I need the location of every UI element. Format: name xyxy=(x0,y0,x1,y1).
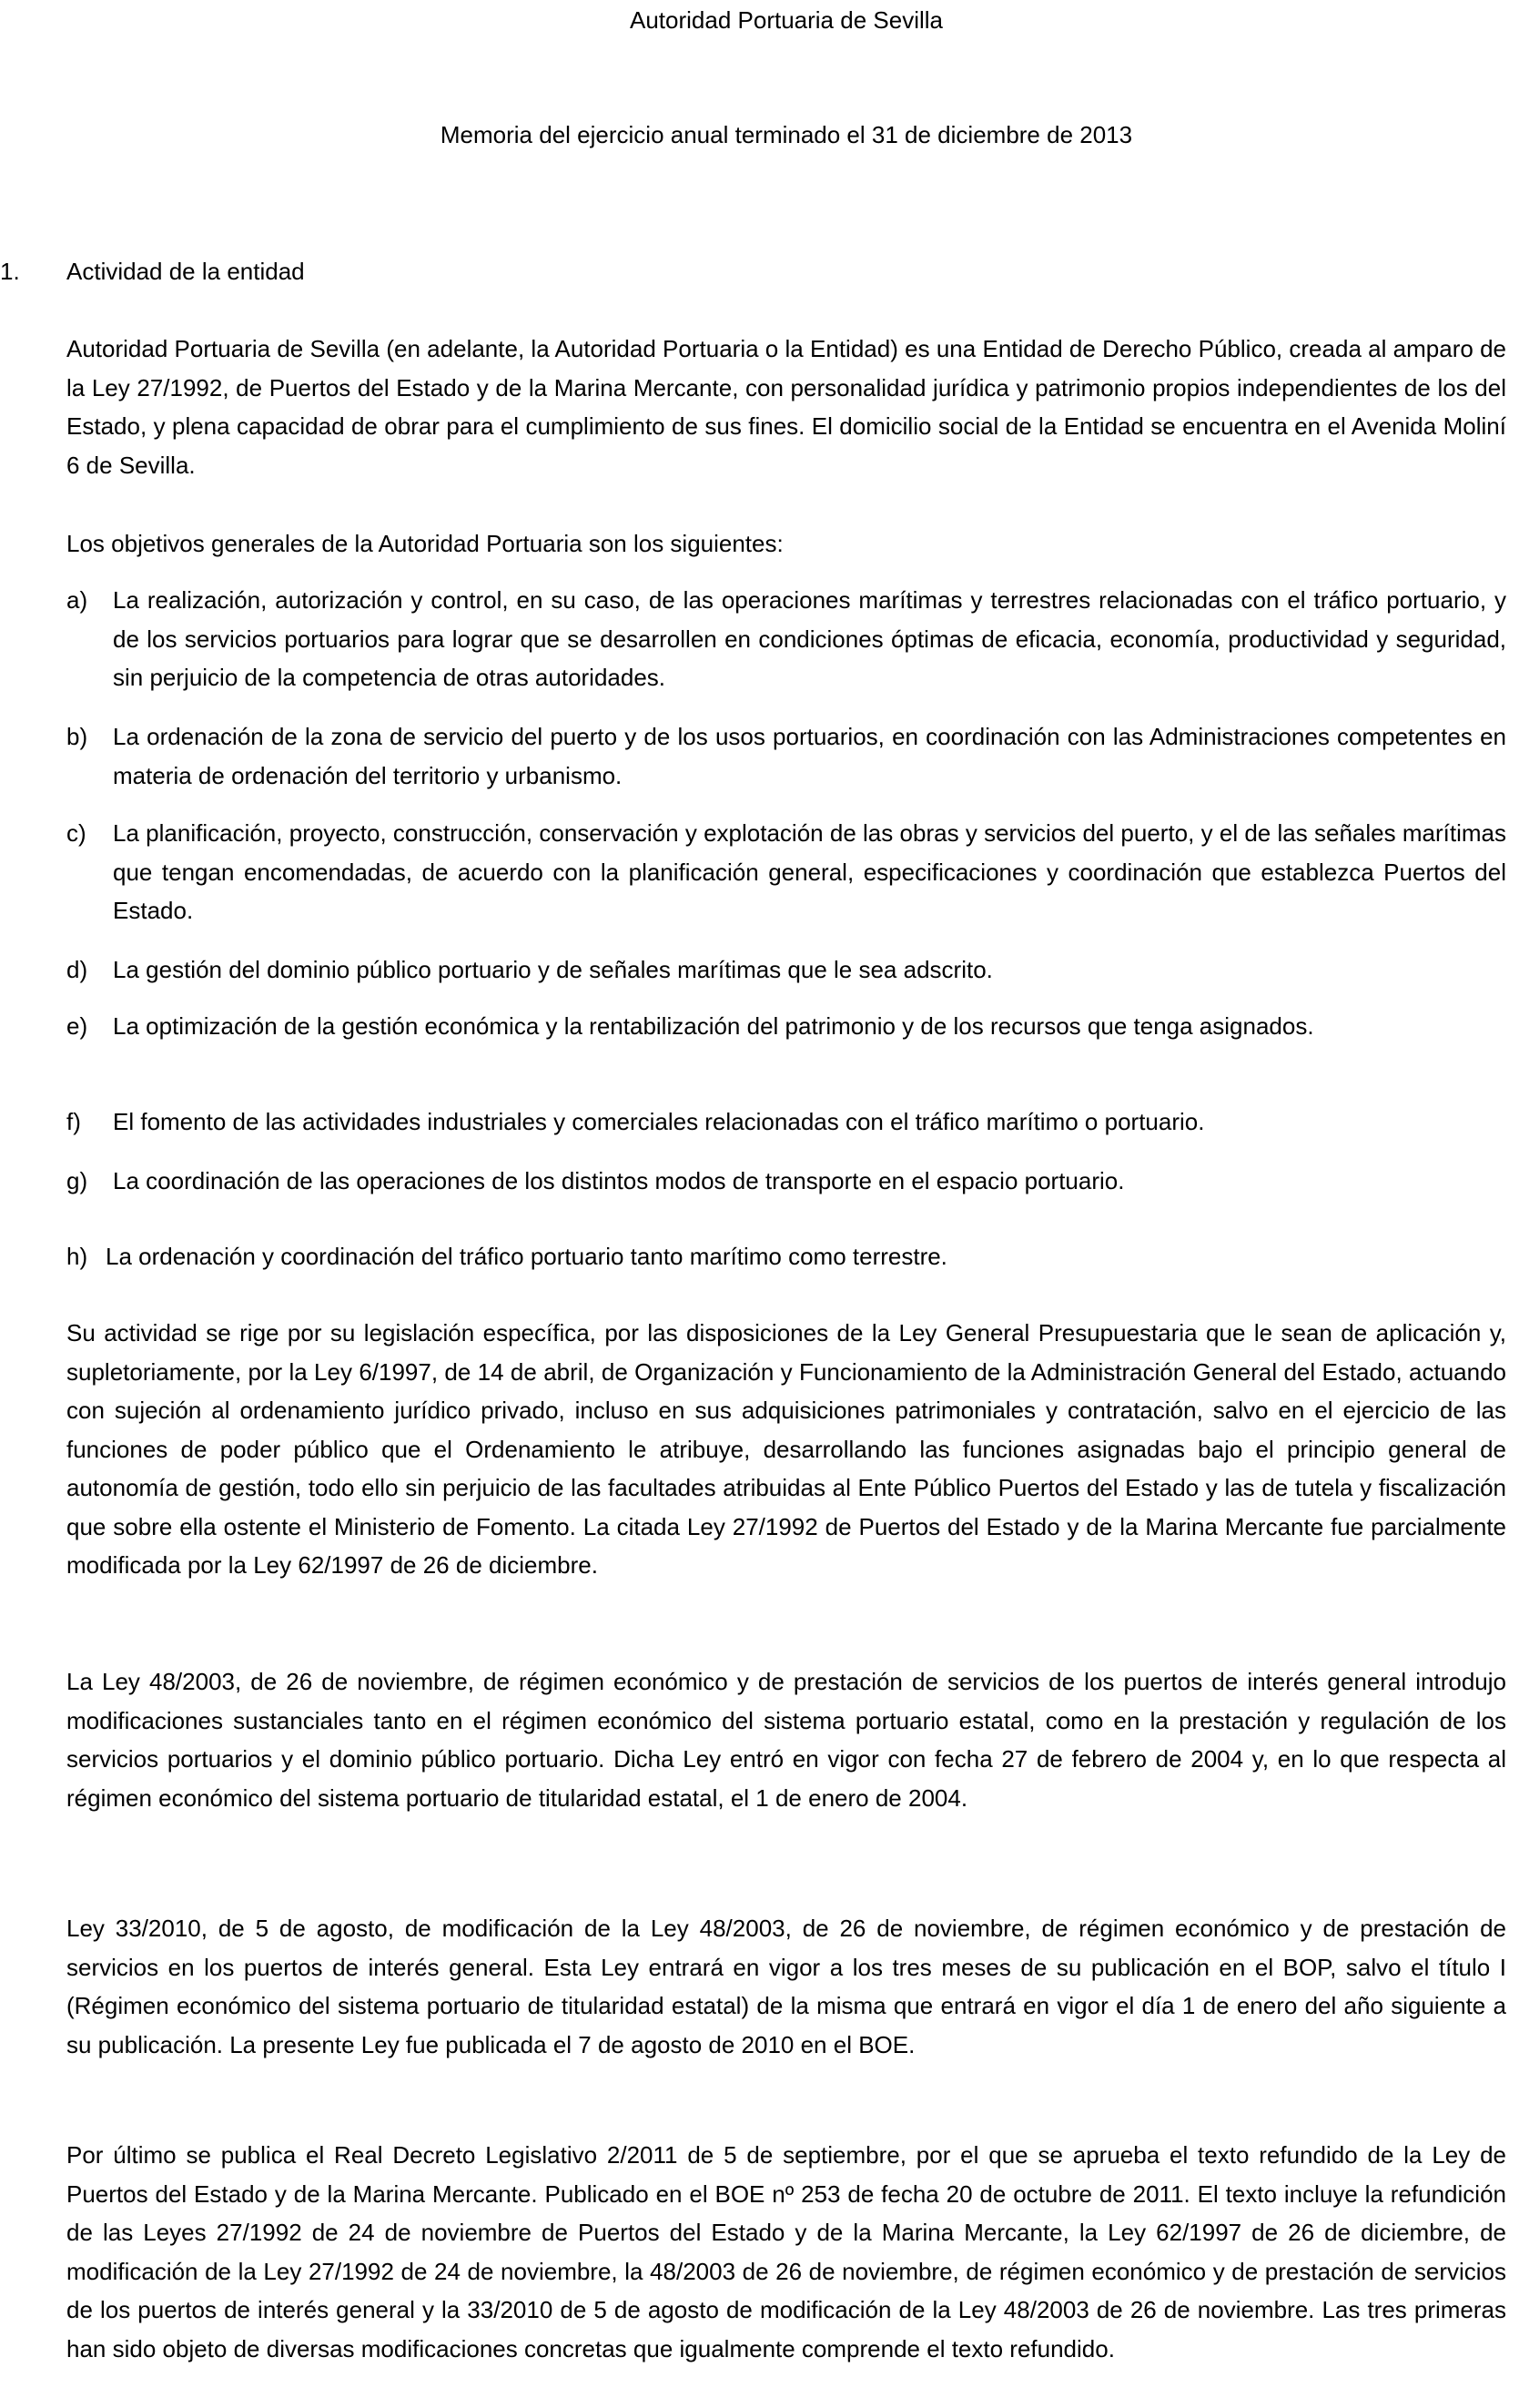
intro-paragraph: Autoridad Portuaria de Sevilla (en adelante, la Autoridad Portuaria o la Entidad) es una Entidad de Derecho Público, creada al amparo de la Ley 27/1992, de Puertos del Estado y de la Marina Mercante, con personalidad jurídica y patrimonio propios independientes de los del Estado, y plena capacidad de obrar para el cumplimiento de sus fines. El domicilio social de la Entidad se encuentra en el Avenida Moliní 6 de Sevilla. xyxy=(66,335,1506,479)
section-title: Actividad de la entidad xyxy=(66,258,305,285)
list-item xyxy=(66,1162,1506,1201)
list-item xyxy=(66,814,1506,930)
section-heading xyxy=(0,255,305,288)
list-item-letter: a) xyxy=(66,586,88,614)
list-item xyxy=(66,1007,1506,1046)
list-item xyxy=(66,1102,1506,1142)
list-item xyxy=(66,717,1506,795)
list-item-text: La ordenación de la zona de servicio del puerto y de los usos portuarios, en coordinación con las Administraciones competentes en materia de ordenación del territorio y urbanismo. xyxy=(113,723,1506,789)
list-item-letter: b) xyxy=(66,723,88,750)
list-item-letter: f) xyxy=(66,1108,81,1135)
list-item-letter: c) xyxy=(66,819,86,847)
objectives-lead: Los objetivos generales de la Autoridad Portuaria son los siguientes: xyxy=(66,530,784,557)
list-item-letter: g) xyxy=(66,1167,88,1194)
list-item-letter: d) xyxy=(66,956,88,983)
list-item xyxy=(66,1237,1506,1276)
list-item-text: La gestión del dominio público portuario y de señales marítimas que le sea adscrito. xyxy=(113,956,993,983)
document-subtitle: Memoria del ejercicio anual terminado el 31 de diciembre de 2013 xyxy=(440,121,1133,148)
document-title: Autoridad Portuaria de Sevilla xyxy=(630,6,943,34)
list-item-text: La planificación, proyecto, construcción, conservación y explotación de las obras y servicios del puerto, y el de las señales marítimas que tengan encomendadas, de acuerdo con la planificación general, especificaciones y coordinación que establezca Puertos del Estado. xyxy=(113,819,1506,924)
real-decreto-paragraph: Por último se publica el Real Decreto Legislativo 2/2011 de 5 de septiembre, por el que se aprueba el texto refundido de la Ley de Puertos del Estado y de la Marina Mercante. Publicado en el BOE nº 253 de fecha 20 de octubre de 2011. El texto incluye la refundición de las Leyes 27/1992 de 24 de noviembre de Puertos del Estado y de la Marina Mercante, la Ley 62/1997 de 26 de diciembre, de modificación de la Ley 27/1992 de 24 de noviembre, la 48/2003 de 26 de noviembre, de régimen económico y de prestación de servicios de los puertos de interés general y la 33/2010 de 5 de agosto de modificación de la Ley 48/2003 de 26 de noviembre. Las tres primeras han sido objeto de diversas modificaciones concretas que igualmente comprende el texto refundido. xyxy=(66,2141,1506,2362)
list-item-text: La realización, autorización y control, en su caso, de las operaciones marítimas y terrestres relacionadas con el tráfico portuario, y de los servicios portuarios para lograr que se desarrollen en condiciones óptimas de eficacia, economía, productividad y seguridad, sin perjuicio de la competencia de otras autoridades. xyxy=(113,586,1506,691)
list-item-letter: h) xyxy=(66,1243,88,1270)
section-number: 1. xyxy=(0,258,20,285)
list-item-text: La ordenación y coordinación del tráfico portuario tanto marítimo como terrestre. xyxy=(106,1243,947,1270)
list-item-letter: e) xyxy=(66,1012,88,1040)
ley-48-2003-paragraph: La Ley 48/2003, de 26 de noviembre, de régimen económico y de prestación de servicios de los puertos de interés general introdujo modificaciones sustanciales tanto en el régimen económico del sistema portuario estatal, como en la prestación y regulación de los servicios portuarios y el dominio público portuario. Dicha Ley entró en vigor con fecha 27 de febrero de 2004 y, en lo que respecta al régimen económico del sistema portuario de titularidad estatal, el 1 de enero de 2004. xyxy=(66,1668,1506,1812)
list-item xyxy=(66,581,1506,697)
list-item-text: El fomento de las actividades industriales y comerciales relacionadas con el tráfico marítimo o portuario. xyxy=(113,1108,1205,1135)
ley-33-2010-paragraph: Ley 33/2010, de 5 de agosto, de modificación de la Ley 48/2003, de 26 de noviembre, de régimen económico y de prestación de servicios en los puertos de interés general. Esta Ley entrará en vigor a los tres meses de su publicación en el BOP, salvo el título I (Régimen económico del sistema portuario de titularidad estatal) de la misma que entrará en vigor el día 1 de enero del año siguiente a su publicación. La presente Ley fue publicada el 7 de agosto de 2010 en el BOE. xyxy=(66,1915,1506,2058)
legislation-paragraph: Su actividad se rige por su legislación específica, por las disposiciones de la Ley General Presupuestaria que le sean de aplicación y, supletoriamente, por la Ley 6/1997, de 14 de abril, de Organización y Funcionamiento de la Administración General del Estado, actuando con sujeción al ordenamiento jurídico privado, incluso en sus adquisiciones patrimoniales y contratación, salvo en el ejercicio de las funciones de poder público que el Ordenamiento le atribuye, desarrollando las funciones asignadas bajo el principio general de autonomía de gestión, todo ello sin perjuicio de las facultades atribuidas al Ente Público Puertos del Estado y las de tutela y fiscalización que sobre ella ostente el Ministerio de Fomento. La citada Ley 27/1992 de Puertos del Estado y de la Marina Mercante fue parcialmente modificada por la Ley 62/1997 de 26 de diciembre. xyxy=(66,1319,1506,1579)
list-item xyxy=(66,950,1506,990)
list-item-text: La optimización de la gestión económica y la rentabilización del patrimonio y de los recursos que tenga asignados. xyxy=(113,1012,1314,1040)
list-item-text: La coordinación de las operaciones de los distintos modos de transporte en el espacio portuario. xyxy=(113,1167,1125,1194)
